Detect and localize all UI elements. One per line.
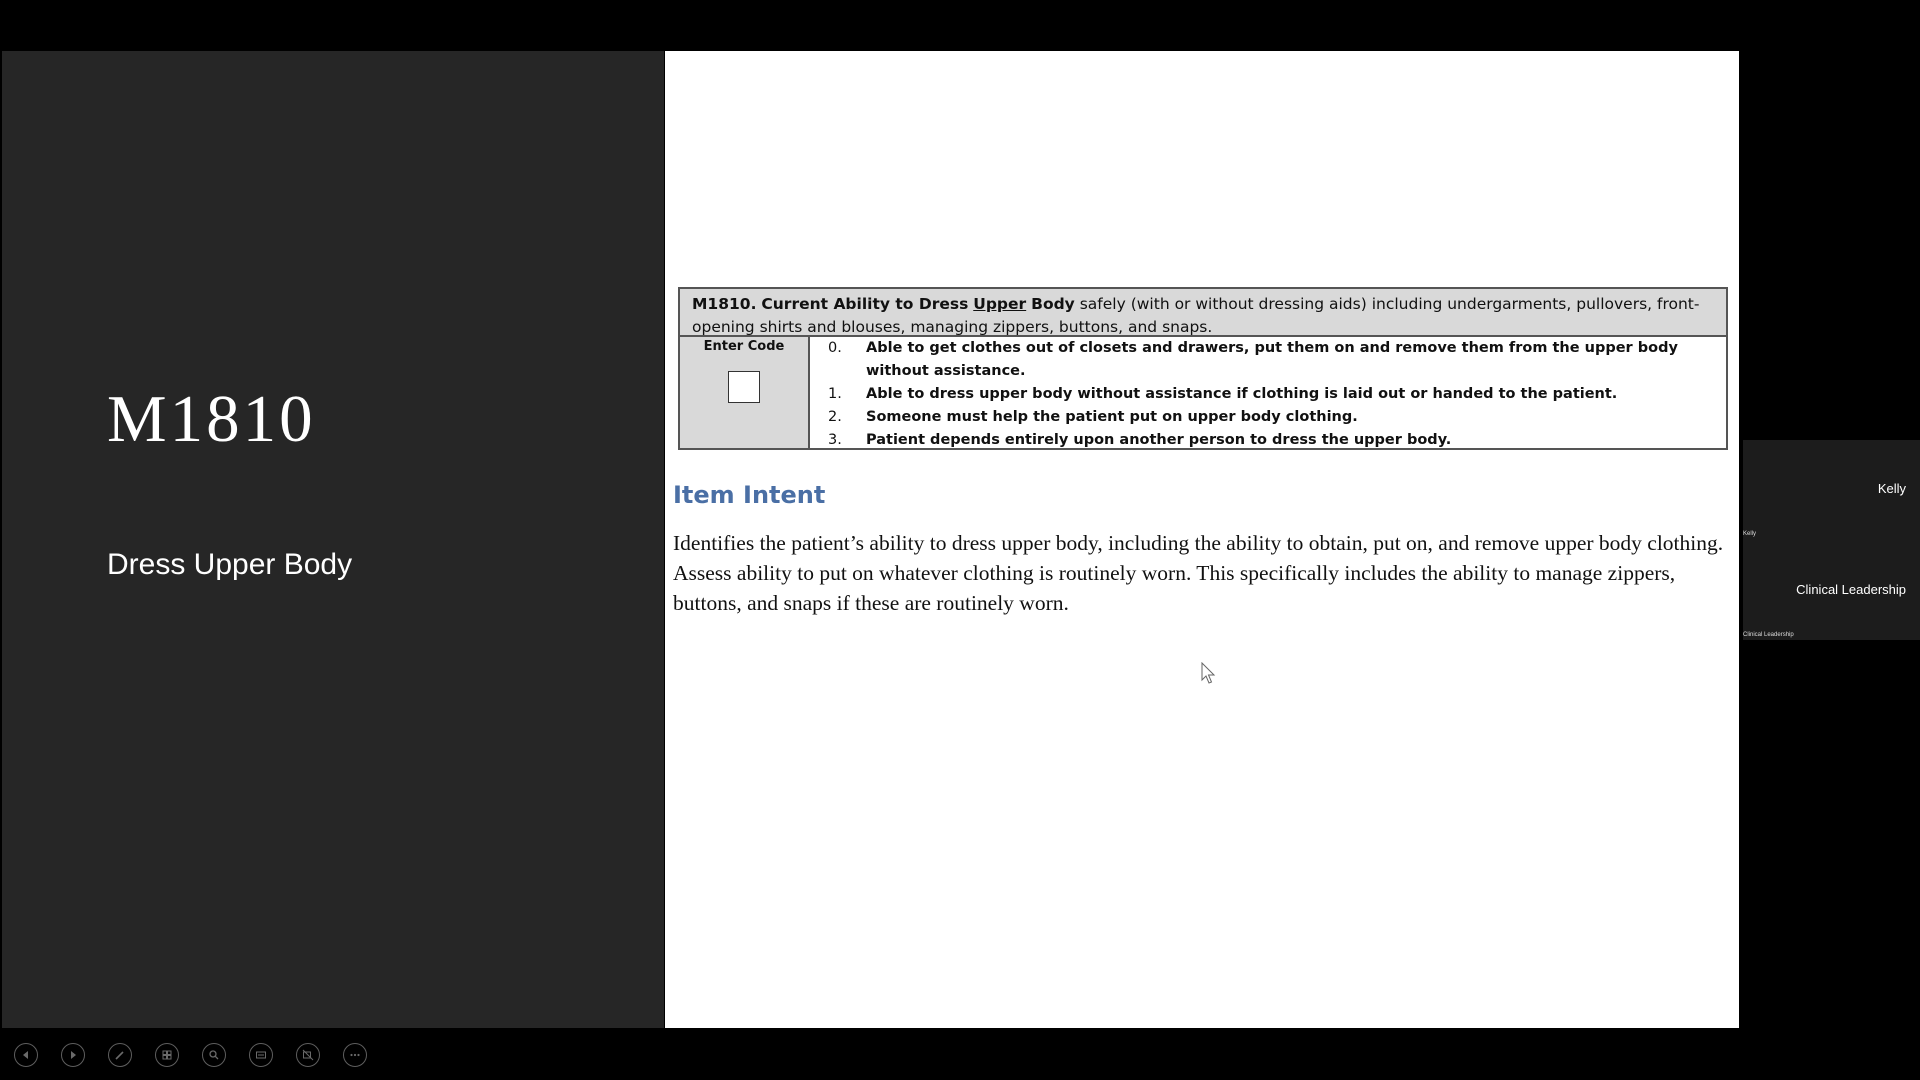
item-intent-text: Identifies the patient’s ability to dress upper body, including the ability to obtain, put on, and remove upper body clothing. Assess ability to put on whatever clothing is routinely worn. This specifically includes the ability to manage zippers, buttons, and snaps if these are routinely worn. [673,531,1724,615]
participant-name: Kelly [1877,481,1906,496]
subtitles-icon[interactable] [249,1043,273,1067]
slide-title: M1810 [107,382,316,456]
participant-name: Clinical Leadership [1796,582,1906,597]
participant-tile-clinical-leadership[interactable] [1743,540,1920,640]
option-number: 1. [828,386,842,402]
option-text: Patient depends entirely upon another person to dress the upper body. [866,432,1452,448]
participants-panel [1743,440,1920,640]
item-description: safely (with or without dressing aids) including undergarments, pullovers, front-opening shirts and blouses, managing zippers, buttons, and snaps. [692,295,1700,336]
item-title-prefix: Current Ability to Dress [761,295,969,313]
participant-tile-kelly[interactable] [1743,440,1920,540]
option-number: 2. [828,409,842,425]
oasis-item-form [678,287,1728,450]
camera-off-icon[interactable] [296,1043,320,1067]
enter-code-column [680,337,810,448]
code-entry-box[interactable] [728,371,760,403]
list-item [820,406,1716,429]
item-intent-heading: Item Intent [673,481,826,509]
participant-label-small: Kelly [1743,531,1757,537]
presentation-toolbar [14,1043,367,1069]
zoom-icon[interactable] [202,1043,226,1067]
list-item [820,337,1716,383]
previous-icon[interactable] [14,1043,38,1067]
option-number: 3. [828,432,842,448]
enter-code-label: Enter Code [703,339,785,354]
item-code: M1810. [692,295,757,313]
response-options [820,337,1716,452]
more-icon[interactable] [343,1043,367,1067]
list-item [820,429,1716,452]
presenter-notes-panel [2,51,664,1028]
mouse-cursor-icon [1201,662,1217,686]
slide-canvas [665,51,1739,1028]
next-icon[interactable] [61,1043,85,1067]
option-number: 0. [828,340,842,356]
pen-icon[interactable] [108,1043,132,1067]
option-text: Able to get clothes out of closets and drawers, put them on and remove them from the upper body without assistance. [866,340,1678,379]
slide-subtitle: Dress Upper Body [107,548,353,581]
item-title-suffix: Body [1031,295,1075,313]
participant-label-small: Clinical Leadership [1743,632,1794,638]
option-text: Someone must help the patient put on upper body clothing. [866,409,1358,425]
option-text: Able to dress upper body without assistance if clothing is laid out or handed to the patient. [866,386,1618,402]
list-item [820,383,1716,406]
slides-grid-icon[interactable] [155,1043,179,1067]
item-title-underlined: Upper [973,295,1027,313]
form-header [680,289,1726,337]
